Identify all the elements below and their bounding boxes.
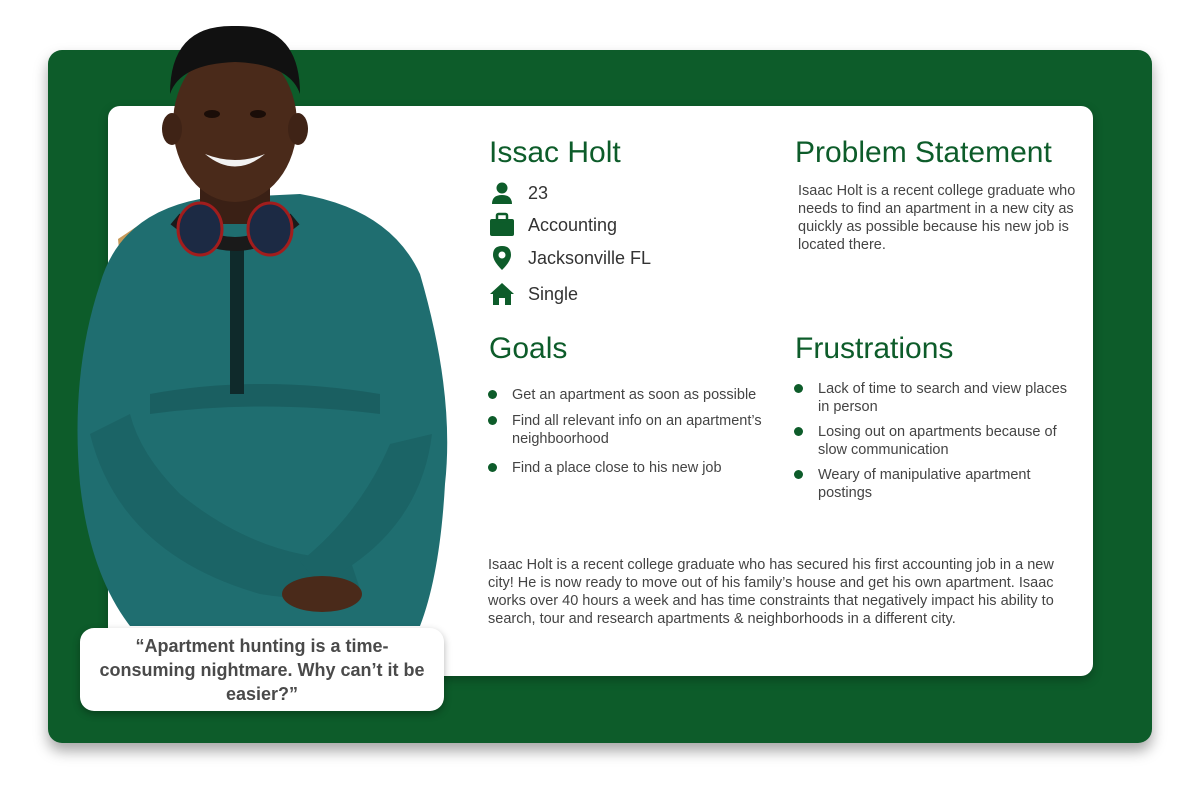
info-location — [488, 243, 651, 273]
goal-text: Get an apartment as soon as possible — [512, 387, 757, 403]
bullet-icon — [794, 384, 803, 393]
goals-list — [488, 386, 773, 477]
house-icon — [488, 280, 516, 308]
info-status — [488, 279, 578, 309]
location-text: Jacksonville FL — [528, 247, 652, 268]
frustration-text: Weary of manipulative apartment postings — [818, 467, 1031, 501]
goal-text: Find a place close to his new job — [512, 460, 722, 476]
bullet-icon — [488, 390, 497, 399]
bullet-icon — [488, 416, 497, 425]
info-age — [488, 178, 548, 208]
goal-item — [488, 386, 773, 404]
frustration-text: Losing out on apartments because of slow communication — [818, 424, 1057, 458]
persona-quote: “Apartment hunting is a time-consuming nightmare. Why can’t it be easier?” — [99, 635, 425, 704]
bullet-icon — [794, 427, 803, 436]
occupation-text: Accounting — [528, 214, 618, 235]
status-text: Single — [528, 283, 579, 304]
map-pin-icon — [488, 244, 516, 272]
goal-item — [488, 412, 773, 448]
frustrations-title: Frustrations — [795, 332, 954, 365]
persona-photo — [60, 14, 460, 634]
briefcase-icon — [488, 211, 516, 239]
frustration-text: Lack of time to search and view places in person — [818, 381, 1068, 415]
goal-text: Find all relevant info on an apartment’s neighboorhood — [512, 413, 762, 447]
goals-title: Goals — [489, 332, 568, 365]
problem-title: Problem Statement — [795, 136, 1052, 169]
bullet-icon — [794, 470, 803, 479]
frustration-item — [794, 423, 1079, 459]
bio-text: Isaac Holt is a recent college graduate who has secured his first accounting job in a new city! He is now ready to move out of his family’s house and get his own apartment. Isaac works over 40 hours a week and has time constraints that negatively impact his ability to search, tour and research apartments & neighborhoods in a different city. — [488, 557, 1054, 627]
frustrations-list — [794, 380, 1079, 502]
problem-text: Isaac Holt is a recent college graduate who needs to find an apartment in a new city as quickly as possible because his new job is located there. — [798, 183, 1076, 253]
bullet-icon — [488, 463, 497, 472]
person-icon — [488, 179, 516, 207]
quote-box — [80, 628, 444, 711]
persona-name: Issac Holt — [489, 136, 621, 169]
frustration-item — [794, 466, 1079, 502]
age-text: 23 — [528, 182, 549, 203]
goal-item — [488, 459, 773, 477]
frustration-item — [794, 380, 1079, 416]
info-occupation — [488, 210, 617, 240]
